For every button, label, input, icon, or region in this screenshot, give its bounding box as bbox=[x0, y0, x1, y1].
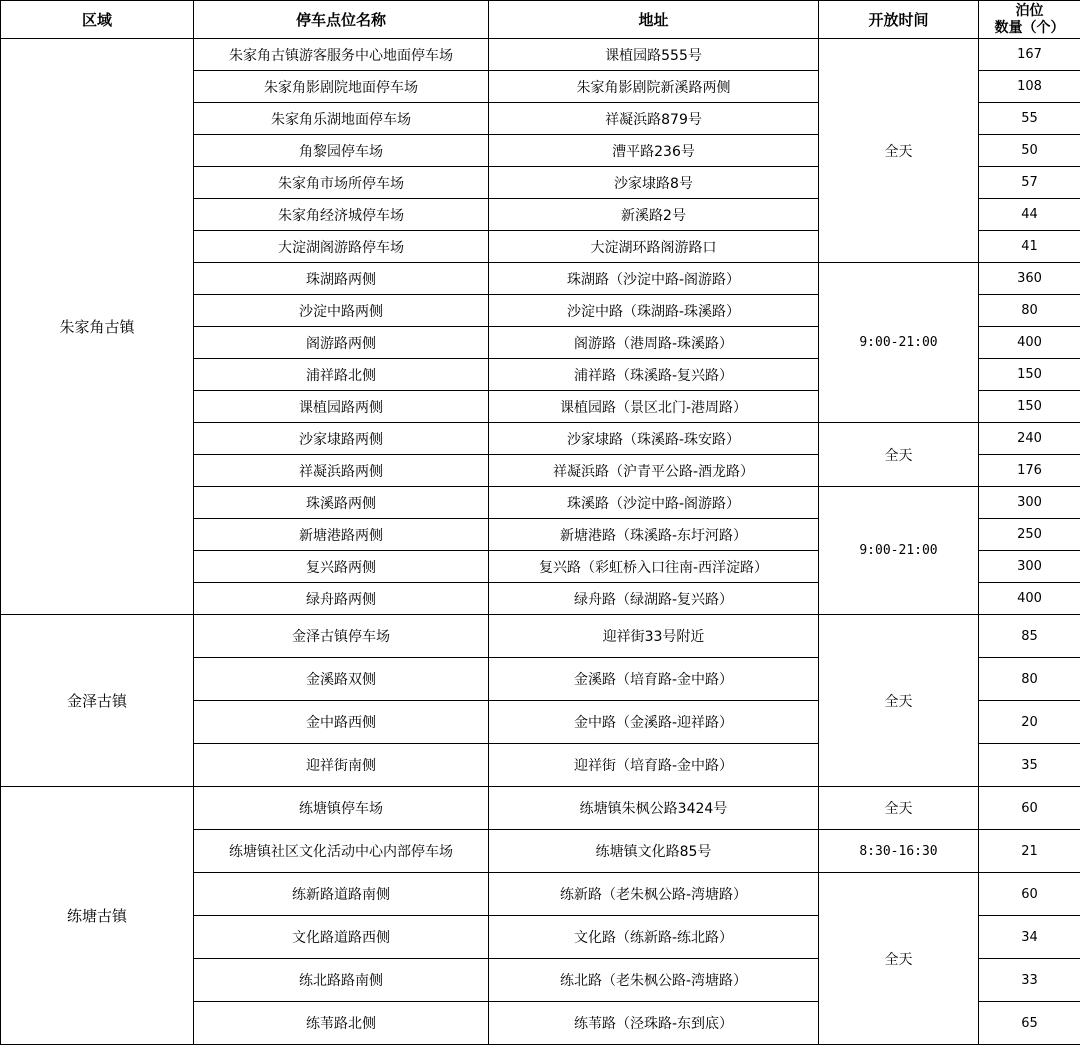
address-cell: 祥凝浜路879号 bbox=[489, 103, 819, 135]
capacity-cell: 150 bbox=[979, 359, 1080, 391]
parking-name-cell: 浦祥路北侧 bbox=[194, 359, 489, 391]
header-region: 区域 bbox=[1, 1, 194, 39]
address-cell: 珠溪路（沙淀中路-阁游路） bbox=[489, 487, 819, 519]
parking-name-cell: 练苇路北侧 bbox=[194, 1002, 489, 1045]
parking-name-cell: 朱家角市场所停车场 bbox=[194, 167, 489, 199]
address-cell: 珠湖路（沙淀中路-阁游路） bbox=[489, 263, 819, 295]
header-capacity-line2: 数量（个） bbox=[994, 19, 1065, 36]
address-cell: 浦祥路（珠溪路-复兴路） bbox=[489, 359, 819, 391]
hours-cell: 9:00-21:00 bbox=[819, 487, 979, 615]
table-row bbox=[1, 39, 1080, 71]
region-cell: 金泽古镇 bbox=[1, 615, 194, 787]
hours-cell: 9:00-21:00 bbox=[819, 263, 979, 423]
capacity-cell: 34 bbox=[979, 916, 1080, 959]
address-cell: 迎祥街（培育路-金中路） bbox=[489, 744, 819, 787]
hours-cell: 全天 bbox=[819, 39, 979, 263]
parking-name-cell: 金中路西侧 bbox=[194, 701, 489, 744]
capacity-cell: 400 bbox=[979, 327, 1080, 359]
parking-name-cell: 祥凝浜路两侧 bbox=[194, 455, 489, 487]
region-cell: 朱家角古镇 bbox=[1, 39, 194, 615]
parking-name-cell: 复兴路两侧 bbox=[194, 551, 489, 583]
capacity-cell: 80 bbox=[979, 658, 1080, 701]
parking-name-cell: 大淀湖阁游路停车场 bbox=[194, 231, 489, 263]
parking-name-cell: 朱家角古镇游客服务中心地面停车场 bbox=[194, 39, 489, 71]
parking-name-cell: 珠溪路两侧 bbox=[194, 487, 489, 519]
parking-name-cell: 练塘镇停车场 bbox=[194, 787, 489, 830]
address-cell: 阁游路（港周路-珠溪路） bbox=[489, 327, 819, 359]
parking-name-cell: 课植园路两侧 bbox=[194, 391, 489, 423]
capacity-cell: 50 bbox=[979, 135, 1080, 167]
parking-name-cell: 沙淀中路两侧 bbox=[194, 295, 489, 327]
address-cell: 沙淀中路（珠湖路-珠溪路） bbox=[489, 295, 819, 327]
header-hours: 开放时间 bbox=[819, 1, 979, 39]
table-row bbox=[1, 615, 1080, 658]
parking-name-cell: 朱家角乐湖地面停车场 bbox=[194, 103, 489, 135]
address-cell: 大淀湖环路阁游路口 bbox=[489, 231, 819, 263]
address-cell: 练北路（老朱枫公路-湾塘路） bbox=[489, 959, 819, 1002]
parking-name-cell: 阁游路两侧 bbox=[194, 327, 489, 359]
capacity-cell: 176 bbox=[979, 455, 1080, 487]
address-cell: 课植园路555号 bbox=[489, 39, 819, 71]
header-name: 停车点位名称 bbox=[194, 1, 489, 39]
parking-name-cell: 金泽古镇停车场 bbox=[194, 615, 489, 658]
hours-cell: 全天 bbox=[819, 787, 979, 830]
parking-name-cell: 练新路道路南侧 bbox=[194, 873, 489, 916]
header-capacity-line1: 泊位 bbox=[1015, 2, 1044, 19]
address-cell: 练苇路（泾珠路-东到底） bbox=[489, 1002, 819, 1045]
table-row bbox=[1, 787, 1080, 830]
hours-cell: 全天 bbox=[819, 423, 979, 487]
capacity-cell: 60 bbox=[979, 787, 1080, 830]
address-cell: 沙家埭路8号 bbox=[489, 167, 819, 199]
capacity-cell: 21 bbox=[979, 830, 1080, 873]
header-address: 地址 bbox=[489, 1, 819, 39]
capacity-cell: 55 bbox=[979, 103, 1080, 135]
parking-name-cell: 沙家埭路两侧 bbox=[194, 423, 489, 455]
address-cell: 绿舟路（绿湖路-复兴路） bbox=[489, 583, 819, 615]
parking-name-cell: 文化路道路西侧 bbox=[194, 916, 489, 959]
capacity-cell: 44 bbox=[979, 199, 1080, 231]
parking-name-cell: 珠湖路两侧 bbox=[194, 263, 489, 295]
parking-name-cell: 金溪路双侧 bbox=[194, 658, 489, 701]
address-cell: 练新路（老朱枫公路-湾塘路） bbox=[489, 873, 819, 916]
capacity-cell: 300 bbox=[979, 551, 1080, 583]
capacity-cell: 65 bbox=[979, 1002, 1080, 1045]
address-cell: 朱家角影剧院新溪路两侧 bbox=[489, 71, 819, 103]
capacity-cell: 150 bbox=[979, 391, 1080, 423]
hours-cell: 全天 bbox=[819, 615, 979, 787]
region-cell: 练塘古镇 bbox=[1, 787, 194, 1045]
capacity-cell: 400 bbox=[979, 583, 1080, 615]
parking-name-cell: 练北路路南侧 bbox=[194, 959, 489, 1002]
hours-cell: 全天 bbox=[819, 873, 979, 1045]
capacity-cell: 20 bbox=[979, 701, 1080, 744]
capacity-cell: 240 bbox=[979, 423, 1080, 455]
capacity-cell: 35 bbox=[979, 744, 1080, 787]
capacity-cell: 360 bbox=[979, 263, 1080, 295]
capacity-cell: 300 bbox=[979, 487, 1080, 519]
parking-name-cell: 朱家角影剧院地面停车场 bbox=[194, 71, 489, 103]
address-cell: 复兴路（彩虹桥入口往南-西洋淀路） bbox=[489, 551, 819, 583]
address-cell: 练塘镇文化路85号 bbox=[489, 830, 819, 873]
parking-name-cell: 练塘镇社区文化活动中心内部停车场 bbox=[194, 830, 489, 873]
capacity-cell: 57 bbox=[979, 167, 1080, 199]
hours-cell: 8:30-16:30 bbox=[819, 830, 979, 873]
capacity-cell: 85 bbox=[979, 615, 1080, 658]
parking-name-cell: 角黎园停车场 bbox=[194, 135, 489, 167]
address-cell: 新溪路2号 bbox=[489, 199, 819, 231]
address-cell: 练塘镇朱枫公路3424号 bbox=[489, 787, 819, 830]
capacity-cell: 167 bbox=[979, 39, 1080, 71]
capacity-cell: 41 bbox=[979, 231, 1080, 263]
capacity-cell: 250 bbox=[979, 519, 1080, 551]
parking-name-cell: 新塘港路两侧 bbox=[194, 519, 489, 551]
address-cell: 文化路（练新路-练北路） bbox=[489, 916, 819, 959]
address-cell: 祥凝浜路（沪青平公路-酒龙路） bbox=[489, 455, 819, 487]
address-cell: 新塘港路（珠溪路-东圩河路） bbox=[489, 519, 819, 551]
parking-name-cell: 绿舟路两侧 bbox=[194, 583, 489, 615]
capacity-cell: 60 bbox=[979, 873, 1080, 916]
address-cell: 课植园路（景区北门-港周路） bbox=[489, 391, 819, 423]
capacity-cell: 108 bbox=[979, 71, 1080, 103]
capacity-cell: 33 bbox=[979, 959, 1080, 1002]
header-capacity bbox=[979, 1, 1080, 39]
parking-name-cell: 朱家角经济城停车场 bbox=[194, 199, 489, 231]
header-row bbox=[1, 1, 1080, 39]
capacity-cell: 80 bbox=[979, 295, 1080, 327]
address-cell: 金溪路（培育路-金中路） bbox=[489, 658, 819, 701]
address-cell: 漕平路236号 bbox=[489, 135, 819, 167]
address-cell: 沙家埭路（珠溪路-珠安路） bbox=[489, 423, 819, 455]
address-cell: 金中路（金溪路-迎祥路） bbox=[489, 701, 819, 744]
parking-name-cell: 迎祥街南侧 bbox=[194, 744, 489, 787]
address-cell: 迎祥街33号附近 bbox=[489, 615, 819, 658]
